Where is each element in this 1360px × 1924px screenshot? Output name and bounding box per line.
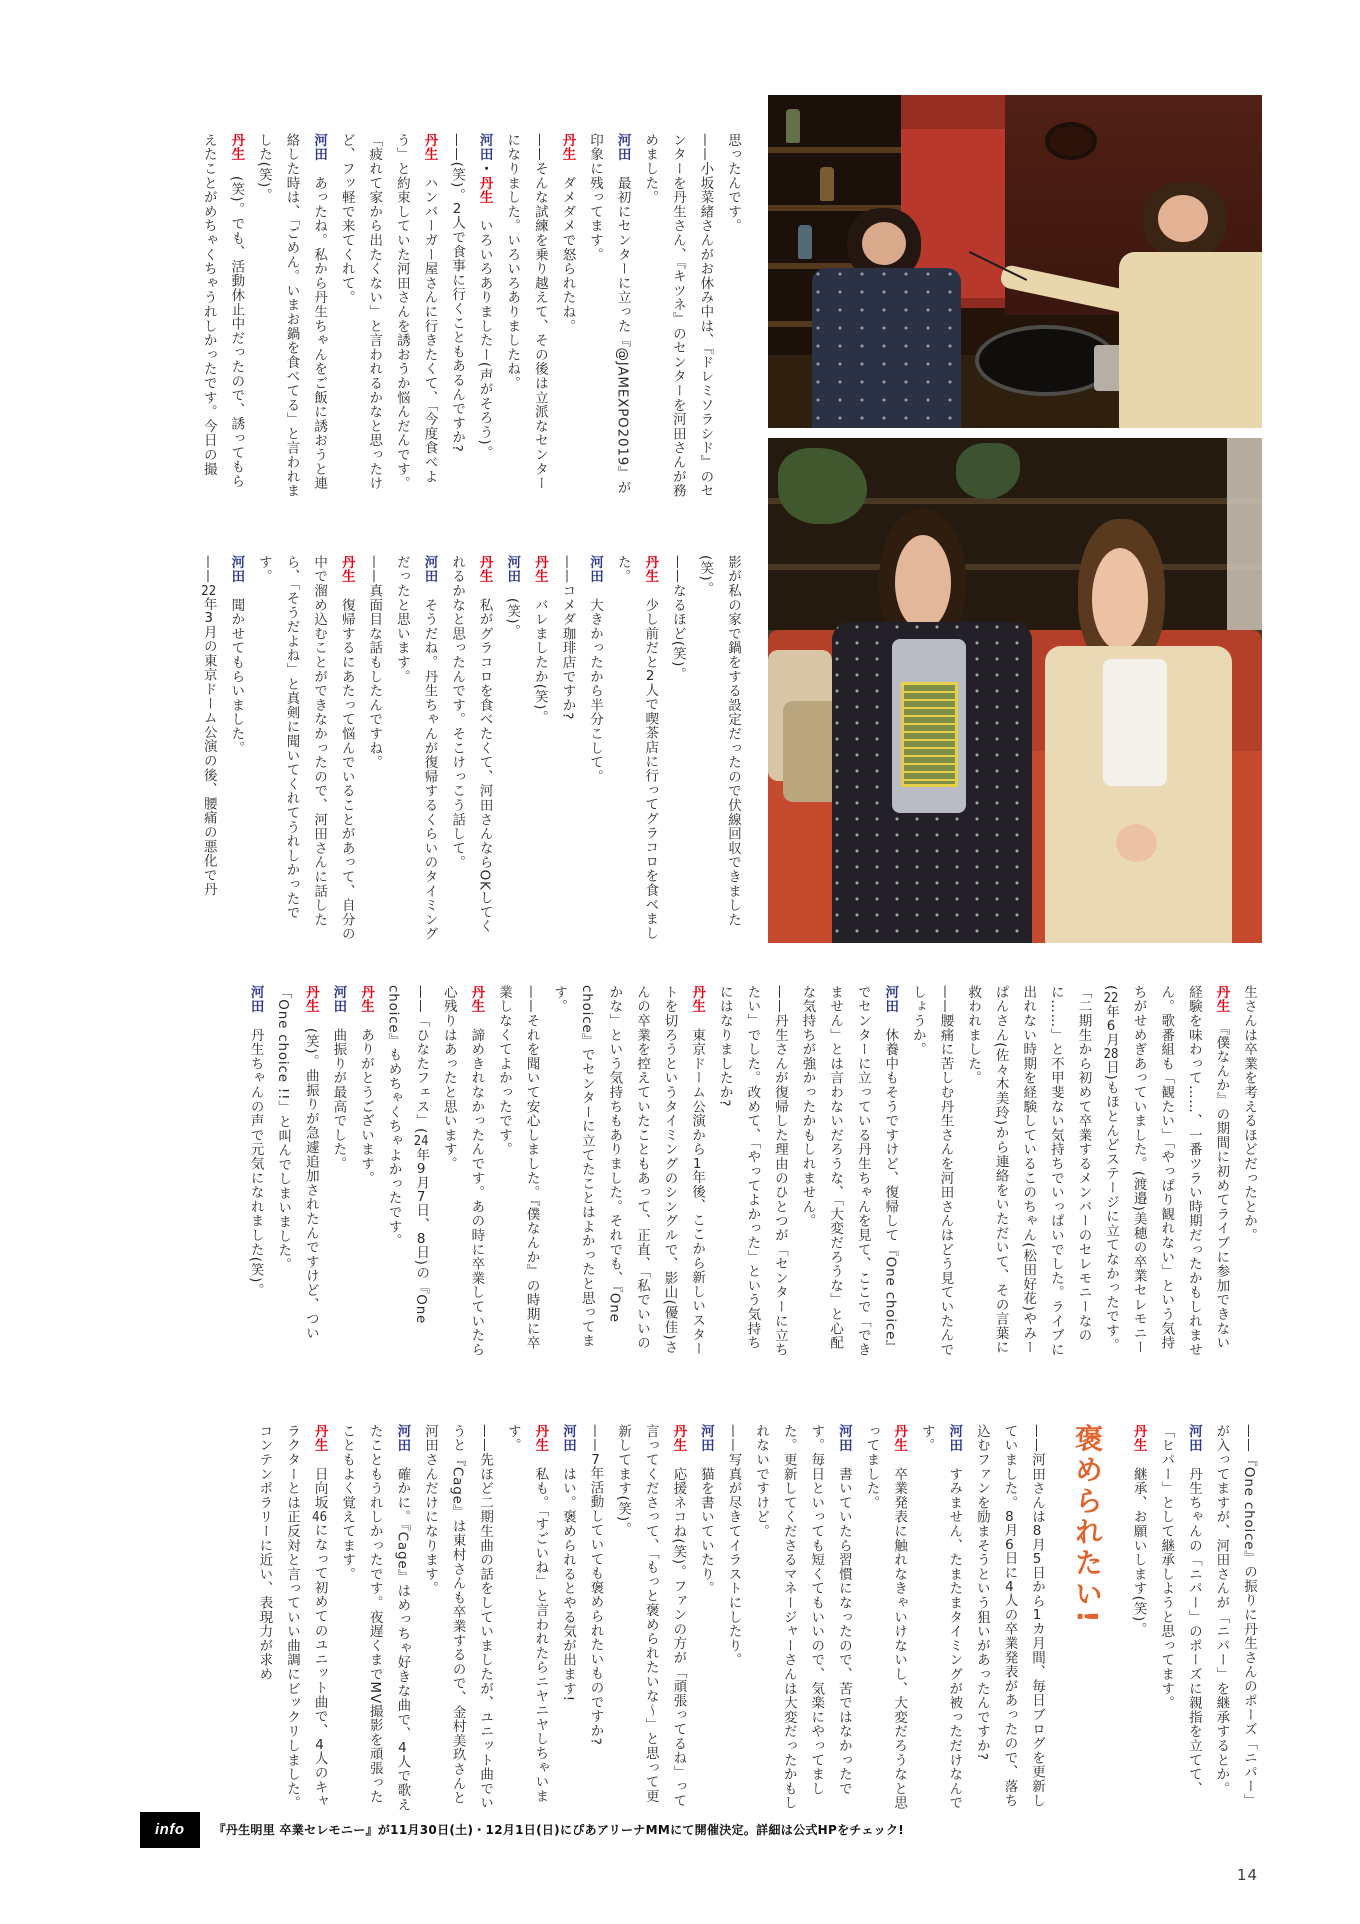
dialogue-paragraph: 丹生 ダメダメで怒られたね。 [559, 133, 576, 334]
dialogue-paragraph: 河田 大きかったから半分こして。 [587, 555, 604, 784]
interview-text-band-a [106, 985, 1262, 1361]
interviewer-paragraph: ——腰痛に苦しむ丹生さんを河田さんはどう見ていたんでしょうか。 [909, 985, 954, 1357]
page-number: 14 [1236, 1866, 1258, 1884]
interviewer-paragraph: ——丹生さんが復帰した理由のひとつが「センターに立ちたい」でした。改めて、「やってよかった」という気持ちにはなりましたか? [716, 985, 788, 1357]
dialogue-paragraph: 丹生 私がグラコロを食べたくて、河田さんならOKしてくれるかなと思ったんです。そこけっこう話して。 [449, 555, 493, 934]
speaker-label: 河田 [697, 1424, 714, 1453]
shelf-bottle [786, 109, 800, 143]
speaker-label: 丹生 [476, 175, 493, 205]
interviewer-paragraph: ——真面目な話もしたんですね。 [366, 555, 383, 770]
shelf-jar [820, 167, 834, 201]
speaker-label: 河田 [476, 133, 493, 162]
info-text: 『丹生明里 卒業セレモニー』が11月30日(土)・12月1日(日)にぴあアリーナMMにて開催決定。詳細は公式HPをチェック! [213, 1823, 905, 1837]
interview-text-block-1 [142, 133, 746, 501]
dialogue-paragraph: 丹生 (笑)。曲振りが急遽追加されたんですけど、つい「One choice !!」と叫んでしまいました。 [275, 985, 319, 1341]
interviewer-paragraph: 影が私の家で鍋をする設定だったので伏線回収できました(笑)。 [697, 555, 741, 927]
dialogue-paragraph: 丹生 『僕なんか』の期間に初めてライブに参加できない経験を味わって……、一番ツラい時期だったかもしれません。歌番組も「観たい」「やっぱり観れない」という気持ちがせめぎあっていました。(渡邉)美穂の卒業セレモニー(22年6月28日)もほとんどステージに立てなかったです。「二期生から初めて卒業するメンバーのセレモニーなのに……」と不甲斐ない気持ちでいっぱいでした。ライブに出れない時期を経験しているこのちゃん(松田好花)やみーぱんさん(佐々木美玲)から連絡をいただいて、その言葉に救われました。 [965, 985, 1230, 1357]
interview-text-block-2 [142, 555, 746, 945]
photo-cooking-scene [768, 95, 1262, 428]
speaker-label: 丹生 [228, 133, 245, 162]
speaker-label: 丹生 [358, 985, 374, 1014]
section-heading: 褒められたい! [1071, 1424, 1105, 1626]
dialogue-paragraph: 河田 書いていたら習慣になったので、苦ではなかったです。毎日といっても短くてもいいので、気楽にやってました。更新してくださるマネージャーさんは大変だったかもしれないですけど。 [753, 1424, 852, 1811]
light-curtain [1227, 438, 1262, 630]
interviewer-paragraph: ——小坂菜緒さんがお休み中は、『ドレミソラシド』のセンターを丹生さん、『キツネ』のセンターを河田さんが務めました。 [642, 133, 714, 499]
interviewer-paragraph: ——7年活動していても褒められたいものですか? [587, 1424, 604, 1746]
shelf-bottle [798, 225, 812, 259]
speaker-label: 河田 [247, 985, 264, 1014]
interviewer-paragraph: ——そんな試練を乗り越えて、その後は立派なセンターになりました。いろいろありましたね。 [504, 133, 548, 491]
dialogue-paragraph: 河田 猫を書いていたり。 [697, 1424, 714, 1596]
speaker-label: 河田 [330, 985, 347, 1014]
speaker-label: 丹生 [311, 1424, 328, 1453]
speaker-label: 河田 [882, 985, 899, 1014]
interviewer-paragraph: ——コメダ珈琲店ですか? [559, 555, 576, 721]
member-left-navy-outfit [812, 268, 960, 428]
interviewer-paragraph: ——22年3月の東京ドーム公演の後、腰痛の悪化で丹 [200, 555, 217, 897]
dialogue-paragraph: 丹生 少し前だと2人で喫茶店に行ってグラコロを食べました。 [614, 555, 659, 941]
speaker-label: 丹生 [531, 555, 548, 584]
speaker-label: 河田 [311, 133, 328, 162]
dialogue-paragraph: 丹生 バレましたか(笑)。 [531, 555, 548, 725]
speaker-label: 丹生 [532, 1424, 549, 1453]
member-right-face [1092, 548, 1148, 650]
interviewer-paragraph: ——それを聞いて安心しました。『僕なんか』の時期に卒業しなくてよかったです。 [495, 985, 540, 1351]
dialogue-paragraph: 丹生 日向坂46になって初めてのユニット曲で、4人のキャラクターとは正反対と言っていい曲調にビックリしました。コンテンポラリーに近い、表現力が求め [256, 1424, 328, 1811]
speaker-label: 河田 [587, 555, 604, 584]
member-left-figure [827, 509, 1044, 943]
dialogue-paragraph: 丹生 私も。「すごいね」と言われたらニヤニヤしちゃいます。 [504, 1424, 549, 1804]
info-label: info [140, 1812, 200, 1848]
interviewer-paragraph: ——先ほど二期生曲の話をしていましたが、ユニット曲でいうと『Cage』は東村さんも卒業するので、金村美玖さんと河田さんだけになります。 [421, 1424, 494, 1811]
speaker-label: 丹生 [670, 1424, 687, 1453]
speaker-label: 丹生 [689, 985, 706, 1014]
speaker-separator: ・ [476, 161, 493, 176]
speaker-label: 河田 [504, 555, 521, 584]
speaker-label: 河田 [394, 1424, 411, 1453]
speaker-label: 河田 [559, 1424, 576, 1453]
dialogue-paragraph: 丹生 継承、お願いします(笑)。 [1130, 1424, 1147, 1637]
interviewer-paragraph: ——『One choice』の振りに丹生さんのポーズ「ニパー」が入ってますが、河田さんが「ニパー」を継承するとか。 [1213, 1424, 1257, 1808]
tshirt-graphic-patch [901, 682, 958, 786]
member-right-figure [1045, 519, 1233, 943]
speaker-label: 丹生 [338, 555, 355, 584]
dialogue-paragraph: 河田・丹生 いろいろありましたー(声がそろう)。 [476, 133, 493, 460]
speaker-label: 丹生 [476, 555, 493, 584]
speaker-label: 丹生 [559, 133, 576, 162]
member-right-tshirt [1103, 659, 1167, 786]
interviewer-paragraph: ——「ひなたフェス」(24年9月7日、8日)の『One choice』もめちゃくちゃよかったです。 [385, 985, 430, 1325]
dialogue-paragraph: 河田 あったね。私から丹生ちゃんをご飯に誘おうと連絡した時は、「ごめん。いまお鍋を食べてる」と言われました(笑)。 [255, 133, 328, 499]
photo-sofa-scene [768, 438, 1262, 943]
speaker-label: 河田 [1185, 1424, 1202, 1453]
dialogue-paragraph: 丹生 諦めきれなかったんです。あの時に卒業していたら心残りはあったと思います。 [440, 985, 485, 1357]
speaker-label: 河田 [421, 555, 438, 584]
dialogue-paragraph: 河田 丹生ちゃんの「ニパー」のポーズに親指を立てて、「ヒパー」として継承しようと思ってます。 [1158, 1424, 1202, 1796]
speaker-label: 河田 [946, 1424, 963, 1453]
member-right-face [1158, 195, 1207, 242]
dialogue-paragraph: 河田 はい。褒められるとやる気が出ます! [559, 1424, 576, 1702]
speaker-label: 丹生 [421, 133, 438, 162]
dialogue-paragraph: 河田 曲振りが最高でした。 [330, 985, 347, 1171]
dialogue-paragraph: 丹生 復帰するにあたって悩んでいることがあって、自分の中で溜め込むことができなかったので、河田さんに話したら、「そうだよね」と真剣に聞いてくれてうれしかったです。 [255, 555, 355, 942]
dialogue-paragraph: 丹生 (笑)。でも、活動休止中だったので、誘ってもらえたことがめちゃくちゃうれしかったです。今日の撮 [200, 133, 245, 489]
dialogue-paragraph: 河田 丹生ちゃんの声で元気になれました(笑)。 [247, 985, 264, 1298]
member-left-face [895, 535, 952, 631]
dialogue-paragraph: 丹生 ありがとうございます。 [358, 985, 374, 1186]
interviewer-paragraph: ——なるほど(笑)。 [669, 555, 686, 682]
dialogue-paragraph: 河田 休養中もそうですけど、復帰して『One choice』でセンターに立っている丹生ちゃんを見て、ここで「できません」とは言わないだろうな、「大変だろうな」と心配な気持ちが強かったかもしれません。 [799, 985, 899, 1357]
interviewer-paragraph: 生さんは卒業を考えるほどだったとか。 [1241, 985, 1257, 1243]
interview-text-band-b [106, 1424, 1262, 1812]
dialogue-paragraph: 河田 すみません、たまたまタイミングが被っただけなんです。 [918, 1424, 963, 1811]
member-left-face [862, 222, 906, 265]
dialogue-paragraph: 丹生 応援ネコね(笑)。ファンの方が「頑張ってるね」って言ってくださって、「もっと褒められたいな〜」と思って更新してます(笑)。 [615, 1424, 687, 1808]
hanging-pot [1045, 122, 1097, 160]
speaker-label: 丹生 [302, 985, 319, 1014]
dialogue-paragraph: 河田 聞かせてもらいました。 [228, 555, 245, 756]
info-bar [140, 1812, 904, 1848]
speaker-label: 河田 [614, 133, 631, 162]
speaker-label: 河田 [228, 555, 245, 584]
speaker-label: 丹生 [891, 1424, 908, 1453]
dialogue-paragraph: 丹生 卒業発表に触れなきゃいけないし、大変だろうなと思ってました。 [863, 1424, 908, 1811]
dialogue-paragraph: 丹生 ハンバーガー屋さんに行きたくて、「今度食べよう」と約束していた河田さんを誘おうか悩んだんです。「疲れて家から出たくない」と言われるかなと思ったけど、フッ軽で来てくれて。 [338, 133, 438, 491]
interviewer-paragraph: ——写真が尽きてイラストにしたり。 [725, 1424, 742, 1668]
dialogue-paragraph: 河田 そうだね。丹生ちゃんが復帰するくらいのタイミングだったと思います。 [393, 555, 438, 942]
interviewer-paragraph: 思ったんです。 [725, 133, 741, 234]
dialogue-paragraph: 河田 最初にセンターに立った『@JAMEXPO2019』が印象に残ってます。 [587, 133, 631, 495]
interviewer-paragraph: ——河田さんは8月5日から1カ月間、毎日ブログを更新していました。8月6日に4人の卒業発表があったので、落ち込むファンを励まそうという狙いがあったんですか? [973, 1424, 1046, 1808]
member-right-cream-outfit [1119, 252, 1262, 428]
speaker-label: 河田 [835, 1424, 852, 1453]
dialogue-paragraph: 河田 確かに。『Cage』はめっちゃ好きな曲で、4人で歌えたこともうれしかったです。夜遅くまでMV撮影を頑張ったこともよく覚えてます。 [339, 1424, 411, 1812]
interviewer-paragraph: ——(笑)。2人で食事に行くこともあるんですか? [449, 133, 466, 453]
speaker-label: 丹生 [468, 985, 485, 1014]
speaker-label: 丹生 [1130, 1424, 1147, 1453]
speaker-label: 丹生 [1213, 985, 1230, 1014]
dialogue-paragraph: 河田 (笑)。 [504, 555, 521, 639]
speaker-label: 丹生 [642, 555, 659, 584]
dialogue-paragraph: 丹生 東京ドーム公演から1年後、ここから新しいスタートを切ろうというタイミングのシングルで、影山(優佳)さんの卒業を控えていたこともあって、正直、「私でいいのかな」という気持ちもありました。それでも、『One choice』でセンターに立てたことはよかったと思ってます。 [551, 985, 706, 1357]
